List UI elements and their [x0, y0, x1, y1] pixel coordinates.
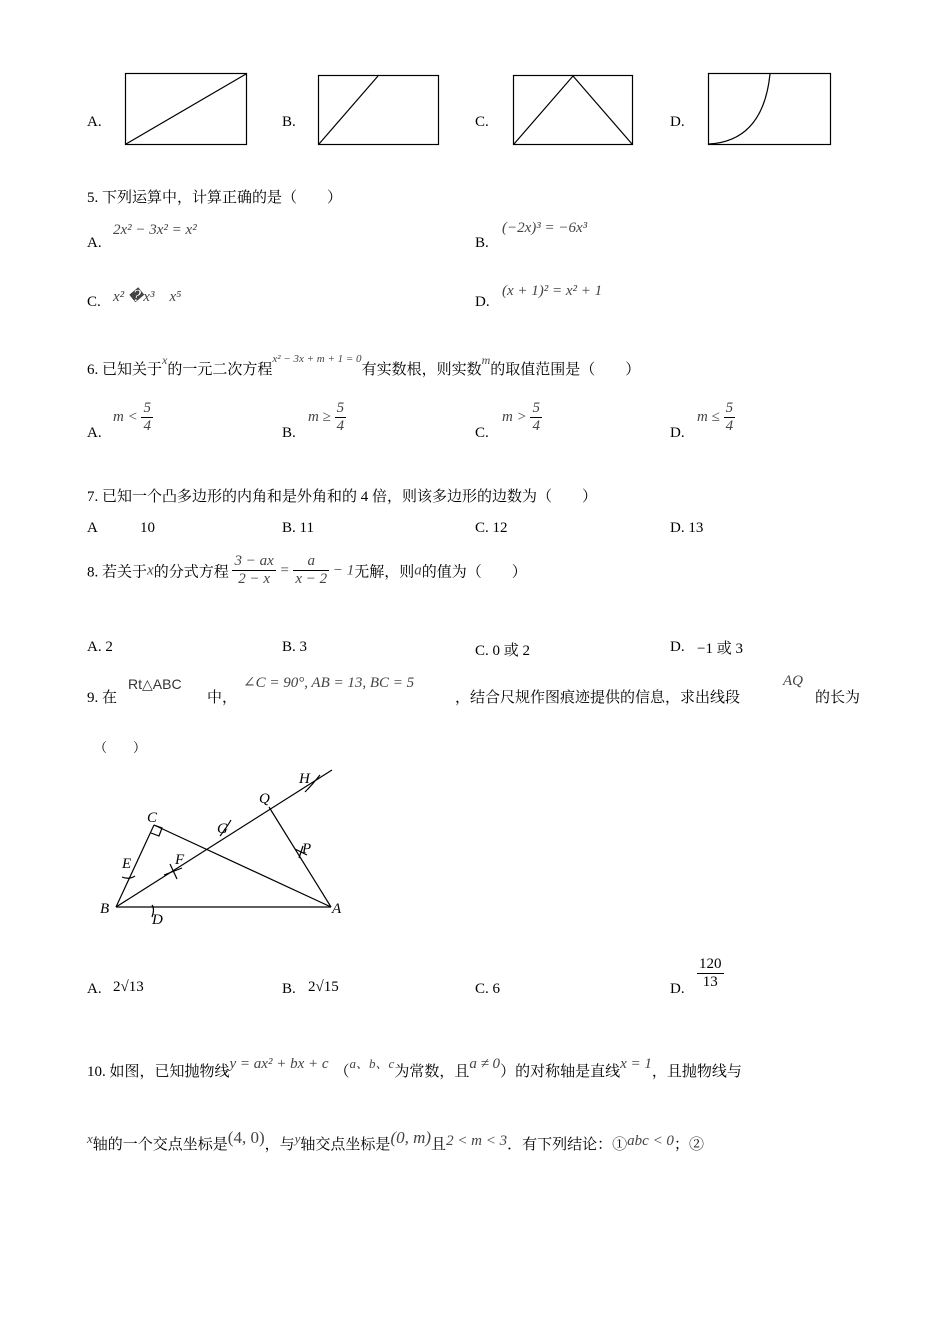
q6-option-a-frac: [141, 400, 153, 436]
q6-b-den: 4: [336, 418, 345, 435]
q9-stem-3: ，结合尺规作图痕迹提供的信息，求出线段: [455, 690, 741, 706]
q7-option-a-value: 10: [140, 520, 155, 536]
label-q: Q: [259, 791, 270, 807]
q5-option-b-expr: (−2x)³ = −6x³: [502, 220, 588, 236]
q4-graph-c: [513, 75, 633, 145]
q7-stem: 7. 已知一个凸多边形的内角和是外角和的 4 倍，则该多边形的边数为（ ）: [87, 489, 598, 505]
q10-stem-4: ）的对称轴是直线: [500, 1064, 621, 1080]
q5-stem: 5. 下列运算中，计算正确的是（ ）: [87, 190, 343, 206]
q8-rhs-frac: [293, 553, 329, 589]
q9-option-b-label[interactable]: B.: [282, 981, 296, 997]
label-c: C: [147, 810, 158, 826]
q10-stem-5: ，且抛物线与: [651, 1064, 742, 1080]
q6-equation: x² − 3x + m + 1 = 0: [272, 353, 362, 365]
q6-var-m: m: [481, 353, 491, 367]
q4-graph-d: [708, 73, 831, 145]
q9-stem-1: 9. 在: [87, 690, 118, 706]
q9-stem-2: 中，: [207, 690, 238, 706]
q9-option-b-value: 2√15: [308, 979, 339, 995]
q7-option-c[interactable]: C. 12: [475, 520, 508, 536]
q9-d-den: 13: [702, 974, 718, 991]
q8-lhs-num: 3 − ax: [232, 553, 275, 571]
q10-line2-6: ；②: [673, 1137, 704, 1153]
q5-option-b-label[interactable]: B.: [475, 235, 489, 251]
q8-equals: =: [279, 562, 290, 579]
q8-rhs-den: x − 2: [295, 571, 328, 588]
q6-option-d-lhs: m ≤: [697, 409, 720, 426]
q4-graph-a: [125, 73, 247, 145]
label-f: F: [175, 852, 185, 868]
q4-graph-b: [318, 75, 439, 145]
q8-lhs-frac: [232, 553, 275, 589]
label-b: B: [100, 901, 110, 917]
q10-range: 2 < m < 3: [446, 1133, 508, 1149]
q8-option-d-value: −1 或 3: [697, 641, 743, 657]
q4-option-d-label[interactable]: D.: [670, 114, 685, 130]
q6-option-c-lhs: m >: [502, 409, 527, 426]
q8-var-x: x: [147, 562, 154, 579]
q10-line2-y: y: [294, 1131, 301, 1146]
q4-option-b-label[interactable]: B.: [282, 114, 296, 130]
q8-stem-line: [87, 553, 527, 589]
q4-option-c-label[interactable]: C.: [475, 114, 489, 130]
q9-option-d-frac: [697, 956, 724, 992]
q10-line2-4: 且: [431, 1137, 447, 1153]
q10-line-2: [87, 1128, 704, 1154]
label-p: P: [302, 841, 312, 857]
q8-stem-3: 无解，则: [354, 564, 415, 581]
q10-line2-x: x: [87, 1131, 93, 1146]
q9-d-num: 120: [697, 956, 724, 974]
q6-option-b-frac: [335, 400, 347, 436]
q5-option-a-label[interactable]: A.: [87, 235, 102, 251]
q7-option-b[interactable]: B. 11: [282, 520, 314, 536]
q6-d-den: 4: [725, 418, 734, 435]
q9-answer-paren: （ ）: [94, 740, 147, 755]
label-a: A: [332, 901, 342, 917]
q8-minus-one: − 1: [332, 562, 355, 579]
q5-option-c-expr: x² �x³ x⁵: [113, 289, 182, 305]
q5-option-d-label[interactable]: D.: [475, 294, 490, 310]
q6-option-a-label[interactable]: A.: [87, 425, 102, 441]
label-g: G: [217, 821, 228, 837]
q5-option-d-expr: (x + 1)² = x² + 1: [502, 283, 603, 299]
q10-line2-2: ，与: [264, 1137, 295, 1153]
q5-option-a-expr: 2x² − 3x² = x²: [113, 222, 197, 238]
label-e: E: [122, 856, 132, 872]
q9-stem-4: 的长为: [815, 690, 861, 706]
q10-stem-2: （: [334, 1064, 350, 1080]
q9-figure: [95, 765, 360, 930]
q6-option-d-frac: [724, 400, 736, 436]
q6-b-num: 5: [335, 400, 347, 418]
q9-option-d-value: [697, 956, 724, 992]
q6-option-a-lhs: m <: [113, 409, 138, 426]
q10-axis: x = 1: [620, 1056, 652, 1072]
q9-option-a-value: 2√13: [113, 979, 144, 995]
q4-option-a-label[interactable]: A.: [87, 114, 102, 130]
q6-option-b-lhs: m ≥: [308, 409, 331, 426]
q6-d-num: 5: [724, 400, 736, 418]
q6-option-d-label[interactable]: D.: [670, 425, 685, 441]
q10-point1: (4, 0): [227, 1128, 265, 1147]
q9-option-a-label[interactable]: A.: [87, 981, 102, 997]
q8-option-c[interactable]: C. 0 或 2: [475, 643, 531, 659]
q8-option-a[interactable]: A. 2: [87, 639, 113, 655]
q6-a-den: 4: [143, 418, 151, 435]
arc-e: [122, 876, 135, 878]
q8-stem-4: 的值为（ ）: [421, 564, 527, 581]
q6-stem-3: 有实数根，则实数: [361, 362, 482, 378]
q6-option-c-expr: [502, 400, 542, 436]
q9-option-c[interactable]: C. 6: [475, 981, 501, 997]
q10-line-1: [87, 1053, 742, 1081]
q5-option-c-label[interactable]: C.: [87, 294, 101, 310]
q8-rhs-num: a: [293, 553, 329, 571]
q8-stem-2: 的分式方程: [153, 564, 229, 581]
q6-option-a-expr: [113, 400, 153, 436]
q8-lhs-den: 2 − x: [238, 571, 270, 588]
q9-option-d-label[interactable]: D.: [670, 981, 685, 997]
q10-stem-1: 10. 如图，已知抛物线: [87, 1064, 230, 1080]
q10-point2: (0, m): [390, 1128, 432, 1147]
q8-var-a: a: [414, 562, 422, 579]
q7-option-a-label[interactable]: A: [87, 520, 98, 536]
q6-c-num: 5: [530, 400, 542, 418]
q6-stem-2: 的一元二次方程: [167, 362, 273, 378]
q10-conclusion-1: abc < 0: [627, 1133, 674, 1149]
q9-triangle: Rt△ABC: [128, 676, 182, 692]
label-d: D: [152, 912, 163, 928]
q10-nonzero: a ≠ 0: [469, 1056, 501, 1072]
q8-stem-1: 8. 若关于: [87, 564, 148, 581]
q10-line2-5: ．有下列结论：①: [507, 1137, 628, 1153]
q9-segment: AQ: [783, 673, 803, 689]
q6-stem-4: 的取值范围是（ ）: [490, 362, 641, 378]
q10-parabola: y = ax² + bx + c: [229, 1056, 329, 1072]
q6-option-c-label[interactable]: C.: [475, 425, 489, 441]
q6-option-c-frac: [530, 400, 542, 436]
q6-c-den: 4: [532, 418, 540, 435]
q7-option-d[interactable]: D. 13: [670, 520, 704, 536]
q6-option-b-label[interactable]: B.: [282, 425, 296, 441]
q10-line2-3: 轴交点坐标是: [300, 1137, 391, 1153]
q9-condition: ∠C = 90°, AB = 13, BC = 5: [243, 675, 415, 691]
q6-option-b-expr: [308, 400, 346, 436]
q8-option-d-label[interactable]: D.: [670, 639, 685, 655]
q8-option-b[interactable]: B. 3: [282, 639, 308, 655]
q6-a-num: 5: [141, 400, 153, 418]
q6-var-x: x: [162, 353, 168, 367]
label-h: H: [299, 771, 310, 787]
q10-consts: a、b、c: [349, 1056, 395, 1071]
q10-stem-3: 为常数，且: [394, 1064, 470, 1080]
q6-option-d-expr: [697, 400, 735, 436]
q6-stem-line: [87, 353, 640, 379]
q6-stem-1: 6. 已知关于: [87, 362, 163, 378]
q10-line2-1: 轴的一个交点坐标是: [92, 1137, 228, 1153]
